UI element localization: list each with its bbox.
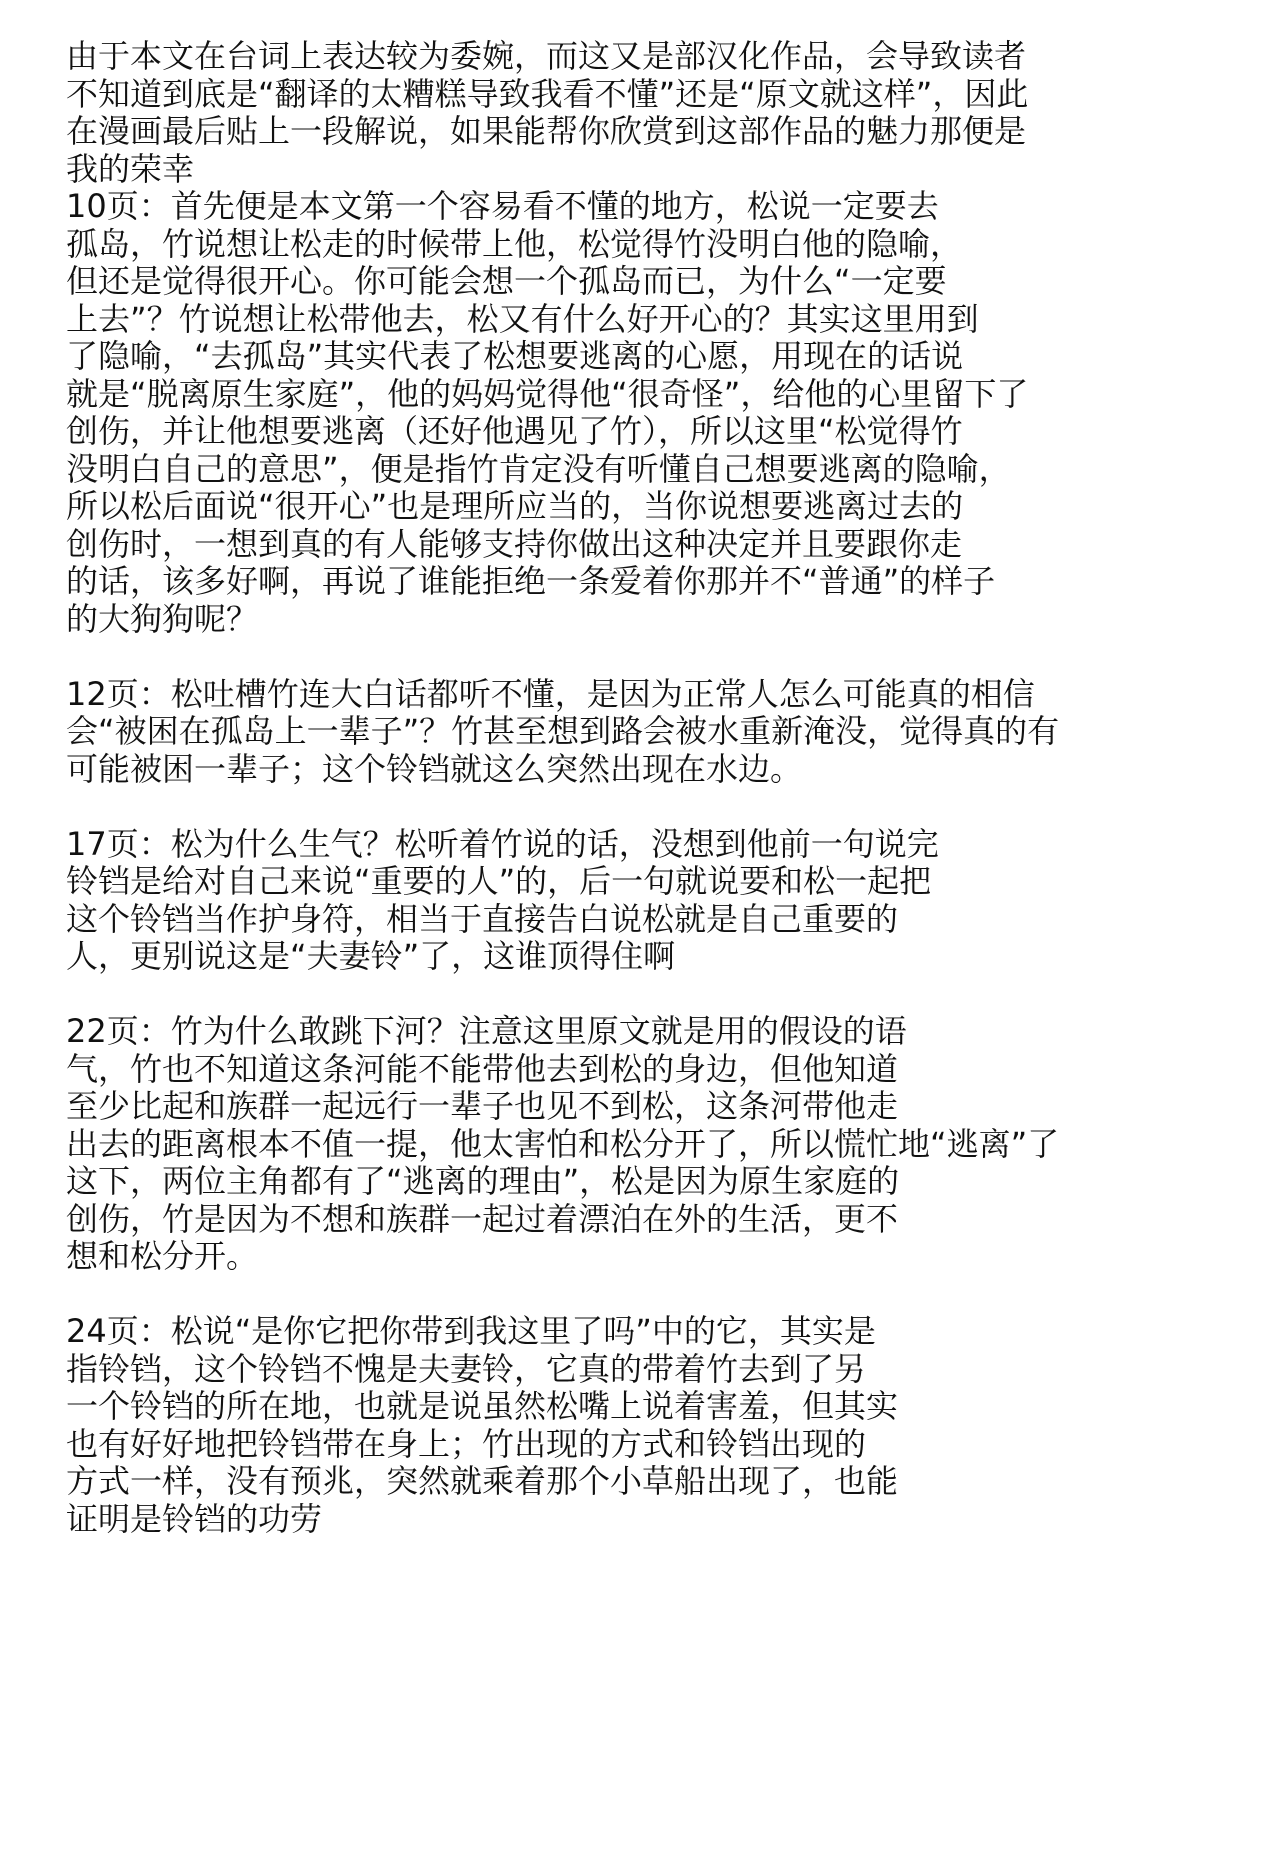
text-line: 至少比起和族群一起远行一辈子也见不到松，这条河带他走 <box>66 1087 899 1125</box>
paragraph-page17 <box>66 826 1246 976</box>
paragraph-spacer <box>66 1276 1246 1314</box>
text-line: 就是“脱离原生家庭”，他的妈妈觉得他“很奇怪”，给他的心里留下了 <box>66 374 1029 413</box>
text-line: 会“被困在孤岛上一辈子”？竹甚至想到路会被水重新淹没，觉得真的有 <box>66 712 1060 750</box>
text-line: 没明白自己的意思”，便是指竹肯定没有听懂自己想要逃离的隐喻， <box>66 449 1011 488</box>
text-line: 这个铃铛当作护身符，相当于直接告白说松就是自己重要的 <box>66 899 899 938</box>
text-line: 在漫画最后贴上一段解说，如果能帮你欣赏到这部作品的魅力那便是 <box>66 112 1027 150</box>
text-line: 也有好好地把铃铛带在身上；竹出现的方式和铃铛出现的 <box>66 1424 867 1463</box>
text-line: 铃铛是给对自己来说“重要的人”的，后一句就说要和松一起把 <box>66 862 932 900</box>
paragraph-page22 <box>66 1013 1246 1276</box>
text-line: 气，竹也不知道这条河能不能带他去到松的身边，但他知道 <box>66 1049 899 1088</box>
text-line: 这下，两位主角都有了“逃离的理由”，松是因为原生家庭的 <box>66 1162 900 1200</box>
text-line: 可能被困一辈子；这个铃铛就这么突然出现在水边。 <box>66 749 803 788</box>
text-line: 创伤时，一想到真的有人能够支持你做出这种决定并且要跟你走 <box>66 524 963 563</box>
text-line: 所以松后面说“很开心”也是理所应当的，当你说想要逃离过去的 <box>66 487 964 525</box>
text-line: 由于本文在台词上表达较为委婉，而这又是部汉化作品，会导致读者 <box>66 37 1027 75</box>
paragraph-page24 <box>66 1313 1246 1538</box>
text-line: 24页：松说“是你它把你带到我这里了吗”中的它，其实是 <box>66 1312 876 1350</box>
text-line: 孤岛，竹说想让松走的时候带上他，松觉得竹没明白他的隐喻， <box>66 224 963 263</box>
paragraph-spacer <box>66 976 1246 1014</box>
text-line: 不知道到底是“翻译的太糟糕导致我看不懂”还是“原文就这样”，因此 <box>66 74 1029 113</box>
text-line: 指铃铛，这个铃铛不愧是夫妻铃，它真的带着竹去到了另 <box>66 1349 867 1388</box>
text-line: 22页：竹为什么敢跳下河？注意这里原文就是用的假设的语 <box>66 1012 907 1050</box>
paragraph-intro-page10 <box>66 38 1246 638</box>
text-line: 证明是铃铛的功劳 <box>66 1499 323 1538</box>
paragraph-spacer <box>66 788 1246 826</box>
paragraph-spacer <box>66 638 1246 676</box>
text-line: 17页：松为什么生气？松听着竹说的话，没想到他前一句说完 <box>66 824 939 863</box>
text-line: 人，更别说这是“夫妻铃”了，这谁顶得住啊 <box>66 937 676 975</box>
paragraph-page12 <box>66 676 1246 789</box>
text-line: 想和松分开。 <box>66 1237 259 1275</box>
text-line: 出去的距离根本不值一提，他太害怕和松分开了，所以慌忙地“逃离”了 <box>66 1124 1060 1163</box>
text-line: 上去”？竹说想让松带他去，松又有什么好开心的？其实这里用到 <box>66 299 979 338</box>
text-line: 我的荣幸 <box>66 149 195 188</box>
text-line: 一个铃铛的所在地，也就是说虽然松嘴上说着害羞，但其实 <box>66 1387 899 1425</box>
text-line: 10页：首先便是本文第一个容易看不懂的地方，松说一定要去 <box>66 187 939 225</box>
text-line: 12页：松吐槽竹连大白话都听不懂，是因为正常人怎么可能真的相信 <box>66 674 1035 713</box>
text-line: 创伤，竹是因为不想和族群一起过着漂泊在外的生活，更不 <box>66 1199 899 1238</box>
text-line: 的大狗狗呢？ <box>66 599 259 638</box>
text-line: 创伤，并让他想要逃离（还好他遇见了竹），所以这里“松觉得竹 <box>66 412 963 450</box>
commentary-document <box>66 38 1246 1538</box>
text-line: 但还是觉得很开心。你可能会想一个孤岛而已，为什么“一定要 <box>66 262 947 300</box>
text-line: 方式一样，没有预兆，突然就乘着那个小草船出现了，也能 <box>66 1462 899 1500</box>
text-line: 的话，该多好啊，再说了谁能拒绝一条爱着你那并不“普通”的样子 <box>66 562 996 600</box>
text-line: 了隐喻，“去孤岛”其实代表了松想要逃离的心愿，用现在的话说 <box>66 337 964 375</box>
